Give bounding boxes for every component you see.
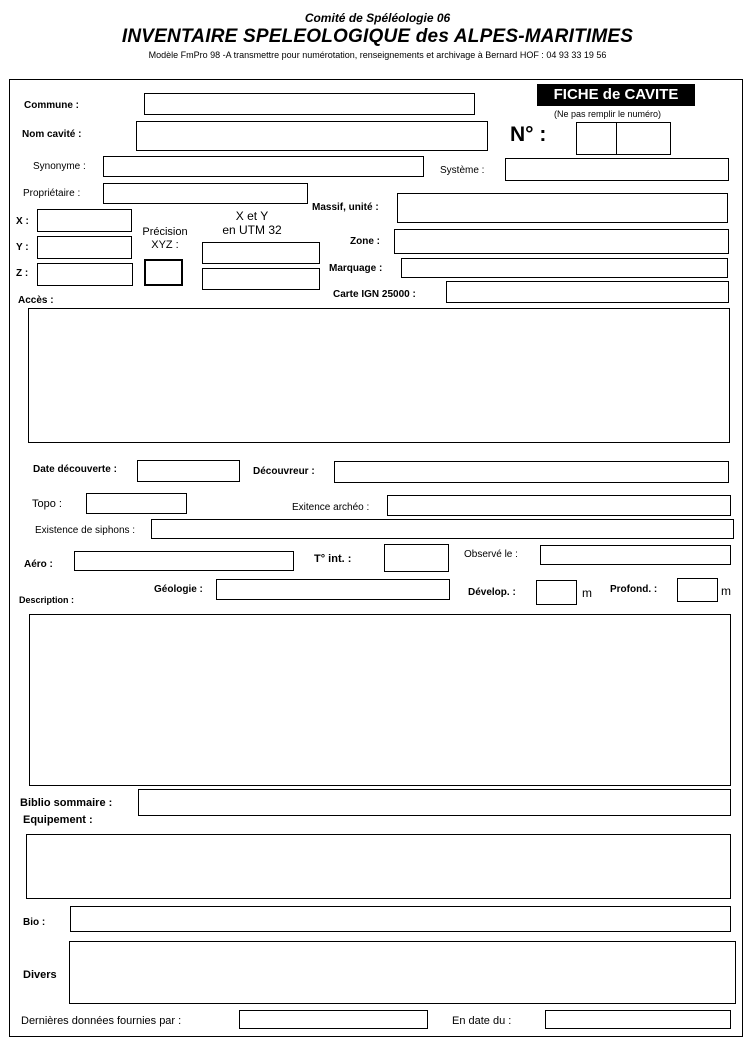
zone-field[interactable]: [394, 229, 729, 254]
siphons-label: Existence de siphons :: [35, 525, 136, 536]
equipement-label: Equipement :: [23, 814, 93, 826]
develop-label: Dévelop. :: [468, 587, 516, 598]
synonyme-label: Synonyme :: [33, 161, 86, 172]
form-subtitle: Modèle FmPro 98 -A transmettre pour numérotation, renseignements et archivage à Bernard HOF : 04 93 33 19 56: [148, 50, 607, 60]
zone-label: Zone :: [350, 236, 380, 247]
profond-unit: m: [721, 584, 731, 598]
acces-label: Accès :: [18, 295, 54, 306]
marquage-label: Marquage :: [329, 263, 383, 274]
utm-label-2: en UTM 32: [222, 223, 282, 237]
numero-field-2[interactable]: [616, 122, 671, 155]
equipement-field[interactable]: [26, 834, 731, 899]
x-label: X :: [16, 216, 29, 227]
precision-field[interactable]: [144, 259, 183, 286]
divers-field[interactable]: [69, 941, 736, 1004]
geologie-label: Géologie :: [154, 584, 203, 595]
dernieres-field[interactable]: [239, 1010, 428, 1029]
y-field[interactable]: [37, 236, 132, 259]
develop-unit: m: [582, 586, 592, 600]
org-name: Comité de Spéléologie 06: [304, 11, 451, 25]
description-field[interactable]: [29, 614, 731, 786]
t-int-label: T° int. :: [314, 553, 352, 565]
nom-cavite-field[interactable]: [136, 121, 488, 151]
dernieres-label: Dernières données fournies par :: [21, 1015, 182, 1027]
commune-label: Commune :: [24, 100, 79, 111]
profond-field[interactable]: [677, 578, 718, 602]
biblio-field[interactable]: [138, 789, 731, 816]
description-label: Description :: [19, 595, 75, 605]
systeme-label: Système :: [440, 165, 485, 176]
nom-cavite-label: Nom cavité :: [22, 129, 82, 140]
decouvreur-field[interactable]: [334, 461, 729, 483]
t-int-field[interactable]: [384, 544, 449, 572]
z-label: Z :: [16, 268, 29, 279]
acces-field[interactable]: [28, 308, 730, 443]
systeme-field[interactable]: [505, 158, 729, 181]
synonyme-field[interactable]: [103, 156, 424, 177]
divers-label: Divers: [23, 969, 57, 981]
utm-label-1: X et Y: [235, 209, 269, 223]
en-date-field[interactable]: [545, 1010, 731, 1029]
precision-label-2: XYZ :: [151, 239, 179, 251]
precision-label-1: Précision: [142, 226, 188, 238]
utm-x-field[interactable]: [202, 242, 320, 264]
develop-field[interactable]: [536, 580, 577, 605]
fiche-badge: FICHE de CAVITE: [537, 84, 695, 106]
date-decouverte-field[interactable]: [137, 460, 240, 482]
badge-note: (Ne pas remplir le numéro): [554, 109, 662, 119]
numero-label: N° :: [510, 123, 547, 146]
existence-archeo-field[interactable]: [387, 495, 731, 516]
topo-field[interactable]: [86, 493, 187, 514]
commune-field[interactable]: [144, 93, 475, 115]
topo-label: Topo :: [32, 498, 62, 510]
aero-label: Aéro :: [24, 559, 53, 570]
bio-field[interactable]: [70, 906, 731, 932]
massif-field[interactable]: [397, 193, 728, 223]
carte-ign-field[interactable]: [446, 281, 729, 303]
observe-le-field[interactable]: [540, 545, 731, 565]
marquage-field[interactable]: [401, 258, 728, 278]
decouvreur-label: Découvreur :: [253, 466, 315, 477]
profond-label: Profond. :: [610, 584, 658, 595]
siphons-field[interactable]: [151, 519, 734, 539]
numero-field-1[interactable]: [576, 122, 617, 155]
en-date-label: En date du :: [452, 1015, 512, 1027]
biblio-label: Biblio sommaire :: [20, 797, 113, 809]
x-field[interactable]: [37, 209, 132, 232]
date-decouverte-label: Date découverte :: [33, 464, 117, 475]
bio-label: Bio :: [23, 917, 46, 928]
proprietaire-field[interactable]: [103, 183, 308, 204]
proprietaire-label: Propriétaire :: [23, 188, 81, 199]
geologie-field[interactable]: [216, 579, 450, 600]
aero-field[interactable]: [74, 551, 294, 571]
massif-label: Massif, unité :: [312, 202, 379, 213]
existence-archeo-label: Exitence archéo :: [292, 502, 370, 513]
utm-y-field[interactable]: [202, 268, 320, 290]
observe-le-label: Observé le :: [464, 549, 518, 560]
z-field[interactable]: [37, 263, 133, 286]
carte-ign-label: Carte IGN 25000 :: [333, 289, 416, 300]
form-title: INVENTAIRE SPELEOLOGIQUE des ALPES-MARITIMES: [121, 26, 634, 47]
y-label: Y :: [16, 242, 29, 253]
